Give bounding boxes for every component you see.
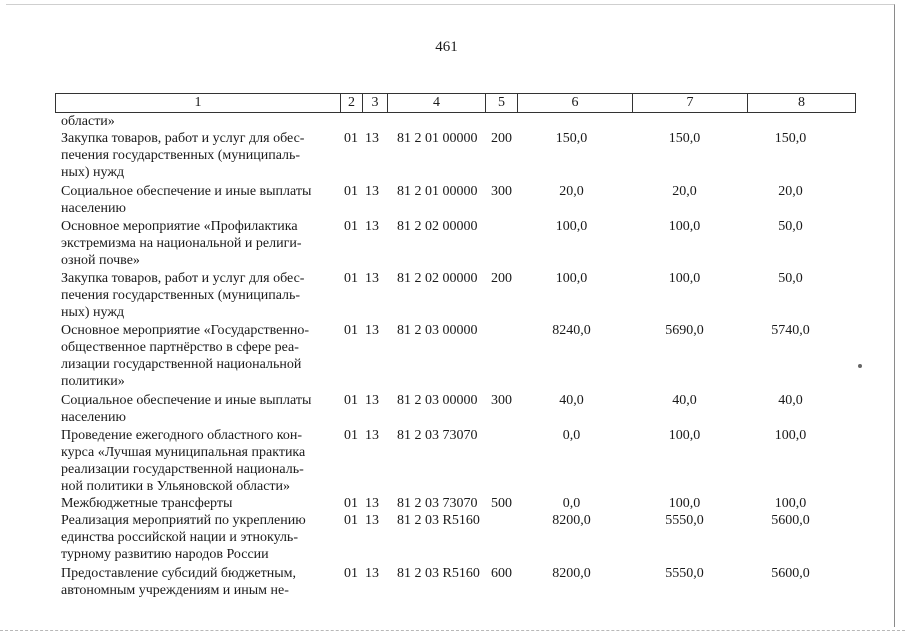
amount-col-8: 100,0: [774, 496, 807, 511]
amount-col-6: 20,0: [559, 184, 584, 199]
subsection-code: 13: [365, 323, 379, 338]
section-code: 01: [344, 323, 358, 338]
amount-col-7: 5690,0: [665, 323, 704, 338]
row-description: [61, 392, 333, 426]
description-line: ных) нужд: [61, 305, 125, 320]
subsection-code: 13: [365, 428, 379, 443]
row-description: [61, 427, 333, 495]
amount-col-7: 40,0: [672, 393, 697, 408]
header-cell-2: 2: [341, 94, 363, 112]
header-cell-5: 5: [486, 94, 518, 112]
row-description: [61, 270, 333, 321]
amount-col-8: 20,0: [778, 184, 803, 199]
header-cell-3: 3: [363, 94, 388, 112]
target-article-code: 81 2 03 R5160: [397, 566, 480, 581]
margin-dot: [858, 364, 862, 368]
subsection-code: 13: [365, 566, 379, 581]
target-article-code: 81 2 03 00000: [397, 323, 478, 338]
description-line: общественное партнёрство в сфере реа-: [61, 340, 299, 355]
description-line: реализации государственной националь-: [61, 462, 304, 477]
description-line: населению: [61, 410, 126, 425]
target-article-code: 81 2 03 00000: [397, 393, 478, 408]
amount-col-8: 150,0: [774, 131, 807, 146]
section-code: 01: [344, 393, 358, 408]
description-line: Социальное обеспечение и иные выплаты: [61, 393, 312, 408]
amount-col-7: 5550,0: [665, 566, 704, 581]
section-code: 01: [344, 496, 358, 511]
row-description: [61, 218, 333, 269]
description-line: курса «Лучшая муниципальная практика: [61, 445, 306, 460]
amount-col-7: 100,0: [668, 496, 701, 511]
amount-col-8: 100,0: [774, 428, 807, 443]
description-line: Межбюджетные трансферты: [61, 496, 233, 511]
section-code: 01: [344, 184, 358, 199]
description-line: лизации государственной национальной: [61, 357, 302, 372]
amount-col-6: 40,0: [559, 393, 584, 408]
row-description: [61, 512, 333, 563]
description-line: политики»: [61, 374, 125, 389]
header-cell-8: 8: [748, 94, 856, 112]
description-line: печения государственных (муниципаль-: [61, 148, 301, 163]
row-description: [61, 130, 333, 181]
row-description: [61, 183, 333, 217]
row-description: [61, 565, 333, 599]
target-article-code: 81 2 02 00000: [397, 219, 478, 234]
subsection-code: 13: [365, 393, 379, 408]
amount-col-7: 100,0: [668, 271, 701, 286]
description-line: Предоставление субсидий бюджетным,: [61, 566, 297, 581]
description-line: автономным учреждениям и иным не-: [61, 583, 289, 598]
expense-type-code: 600: [491, 566, 512, 581]
amount-col-7: 20,0: [672, 184, 697, 199]
target-article-code: 81 2 02 00000: [397, 271, 478, 286]
amount-col-7: 100,0: [668, 428, 701, 443]
subsection-code: 13: [365, 184, 379, 199]
amount-col-8: 5600,0: [771, 513, 810, 528]
expense-type-code: 200: [491, 131, 512, 146]
expense-type-code: 500: [491, 496, 512, 511]
page-number: 461: [435, 39, 458, 55]
amount-col-8: 50,0: [778, 271, 803, 286]
description-line: ной политики в Ульяновской области»: [61, 479, 291, 494]
target-article-code: 81 2 03 73070: [397, 496, 478, 511]
amount-col-6: 0,0: [562, 428, 581, 443]
subsection-code: 13: [365, 496, 379, 511]
section-code: 01: [344, 271, 358, 286]
amount-col-6: 8200,0: [552, 513, 591, 528]
expense-type-code: 200: [491, 271, 512, 286]
amount-col-8: 40,0: [778, 393, 803, 408]
amount-col-6: 100,0: [555, 219, 588, 234]
section-code: 01: [344, 428, 358, 443]
description-line: Закупка товаров, работ и услуг для обес-: [61, 271, 305, 286]
description-line: Закупка товаров, работ и услуг для обес-: [61, 131, 305, 146]
section-code: 01: [344, 566, 358, 581]
subsection-code: 13: [365, 131, 379, 146]
subsection-code: 13: [365, 513, 379, 528]
description-line: турному развитию народов России: [61, 547, 269, 562]
header-cell-4: 4: [388, 94, 486, 112]
description-line: области»: [61, 114, 115, 129]
row-description: [61, 113, 333, 130]
expense-type-code: 300: [491, 393, 512, 408]
amount-col-6: 150,0: [555, 131, 588, 146]
header-cell-1: 1: [56, 94, 341, 112]
amount-col-6: 100,0: [555, 271, 588, 286]
description-line: Основное мероприятие «Государственно-: [61, 323, 310, 338]
description-line: Реализация мероприятий по укреплению: [61, 513, 306, 528]
header-cell-7: 7: [633, 94, 748, 112]
table-header: [55, 93, 856, 113]
description-line: экстремизма на национальной и религи-: [61, 236, 302, 251]
section-code: 01: [344, 219, 358, 234]
description-line: Социальное обеспечение и иные выплаты: [61, 184, 312, 199]
amount-col-8: 5740,0: [771, 323, 810, 338]
amount-col-7: 100,0: [668, 219, 701, 234]
amount-col-7: 150,0: [668, 131, 701, 146]
description-line: ных) нужд: [61, 165, 125, 180]
section-code: 01: [344, 131, 358, 146]
description-line: озной почве»: [61, 253, 140, 268]
scan-edge-line: [0, 630, 905, 631]
target-article-code: 81 2 01 00000: [397, 184, 478, 199]
description-line: населению: [61, 201, 126, 216]
description-line: единства российской нации и этнокуль-: [61, 530, 298, 545]
target-article-code: 81 2 01 00000: [397, 131, 478, 146]
row-description: [61, 495, 333, 512]
description-line: печения государственных (муниципаль-: [61, 288, 301, 303]
description-line: Проведение ежегодного областного кон-: [61, 428, 303, 443]
description-line: Основное мероприятие «Профилактика: [61, 219, 298, 234]
amount-col-7: 5550,0: [665, 513, 704, 528]
target-article-code: 81 2 03 73070: [397, 428, 478, 443]
amount-col-6: 8200,0: [552, 566, 591, 581]
section-code: 01: [344, 513, 358, 528]
expense-type-code: 300: [491, 184, 512, 199]
amount-col-8: 5600,0: [771, 566, 810, 581]
subsection-code: 13: [365, 219, 379, 234]
header-cell-6: 6: [518, 94, 633, 112]
amount-col-8: 50,0: [778, 219, 803, 234]
amount-col-6: 0,0: [562, 496, 581, 511]
amount-col-6: 8240,0: [552, 323, 591, 338]
target-article-code: 81 2 03 R5160: [397, 513, 480, 528]
row-description: [61, 322, 333, 390]
subsection-code: 13: [365, 271, 379, 286]
